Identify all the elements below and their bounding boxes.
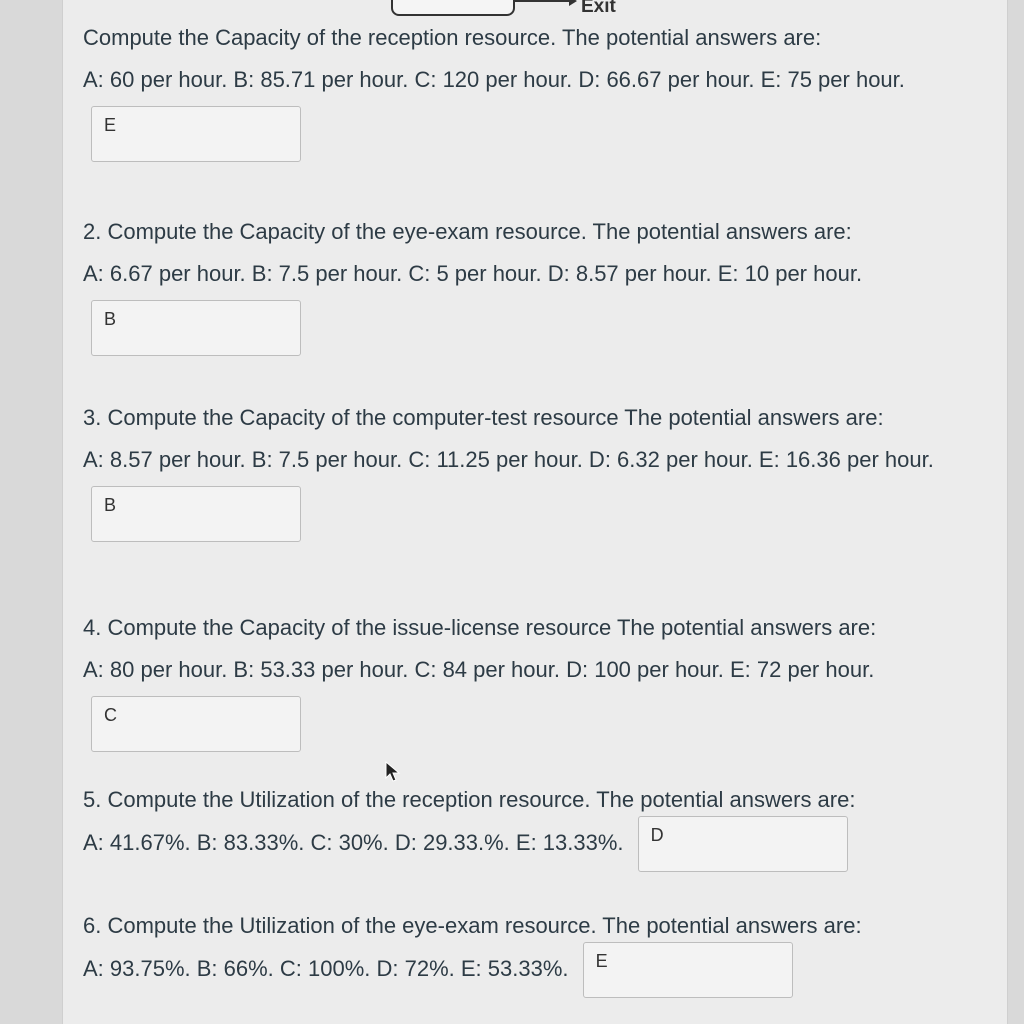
question-options — [83, 434, 963, 542]
exit-arrow-icon — [515, 0, 575, 2]
question-6 — [83, 910, 963, 998]
question-4 — [83, 612, 963, 752]
question-prompt: 3. Compute the Capacity of the computer-test resource The potential answers are: — [83, 405, 884, 430]
question-options — [83, 248, 963, 356]
question-prompt: 6. Compute the Utilization of the eye-exam resource. The potential answers are: — [83, 913, 862, 938]
question-2 — [83, 216, 963, 356]
options-text: A: 60 per hour. B: 85.71 per hour. C: 120 per hour. D: 66.67 per hour. E: 75 per hour. — [83, 67, 905, 92]
answer-input[interactable]: D — [638, 816, 848, 872]
options-text: A: 93.75%. B: 66%. C: 100%. D: 72%. E: 53.33%. — [83, 955, 569, 981]
diagram-process-box — [391, 0, 515, 16]
answer-input[interactable]: E — [583, 942, 793, 998]
exit-label: Exit — [581, 0, 616, 17]
answer-input[interactable]: C — [91, 696, 301, 752]
quiz-page — [62, 0, 1008, 1024]
options-text: A: 80 per hour. B: 53.33 per hour. C: 84 per hour. D: 100 per hour. E: 72 per hour. — [83, 657, 875, 682]
question-3 — [83, 402, 963, 542]
answer-input[interactable]: B — [91, 486, 301, 542]
answer-input[interactable]: B — [91, 300, 301, 356]
question-prompt: Compute the Capacity of the reception resource. The potential answers are: — [83, 25, 822, 50]
answer-input[interactable]: E — [91, 106, 301, 162]
question-options — [83, 816, 963, 872]
question-options — [83, 942, 963, 998]
question-prompt: 5. Compute the Utilization of the reception resource. The potential answers are: — [83, 787, 856, 812]
process-flow-diagram-fragment — [391, 0, 691, 16]
question-options — [83, 644, 963, 752]
options-text: A: 41.67%. B: 83.33%. C: 30%. D: 29.33.%. E: 13.33%. — [83, 829, 624, 855]
question-options — [83, 54, 963, 162]
question-1 — [83, 22, 963, 162]
question-prompt: 4. Compute the Capacity of the issue-license resource The potential answers are: — [83, 615, 877, 640]
options-text: A: 8.57 per hour. B: 7.5 per hour. C: 11.25 per hour. D: 6.32 per hour. E: 16.36 per hour. — [83, 447, 934, 472]
mouse-cursor-icon — [384, 760, 402, 784]
options-text: A: 6.67 per hour. B: 7.5 per hour. C: 5 per hour. D: 8.57 per hour. E: 10 per hour. — [83, 261, 863, 286]
question-5 — [83, 784, 963, 872]
question-prompt: 2. Compute the Capacity of the eye-exam resource. The potential answers are: — [83, 219, 852, 244]
